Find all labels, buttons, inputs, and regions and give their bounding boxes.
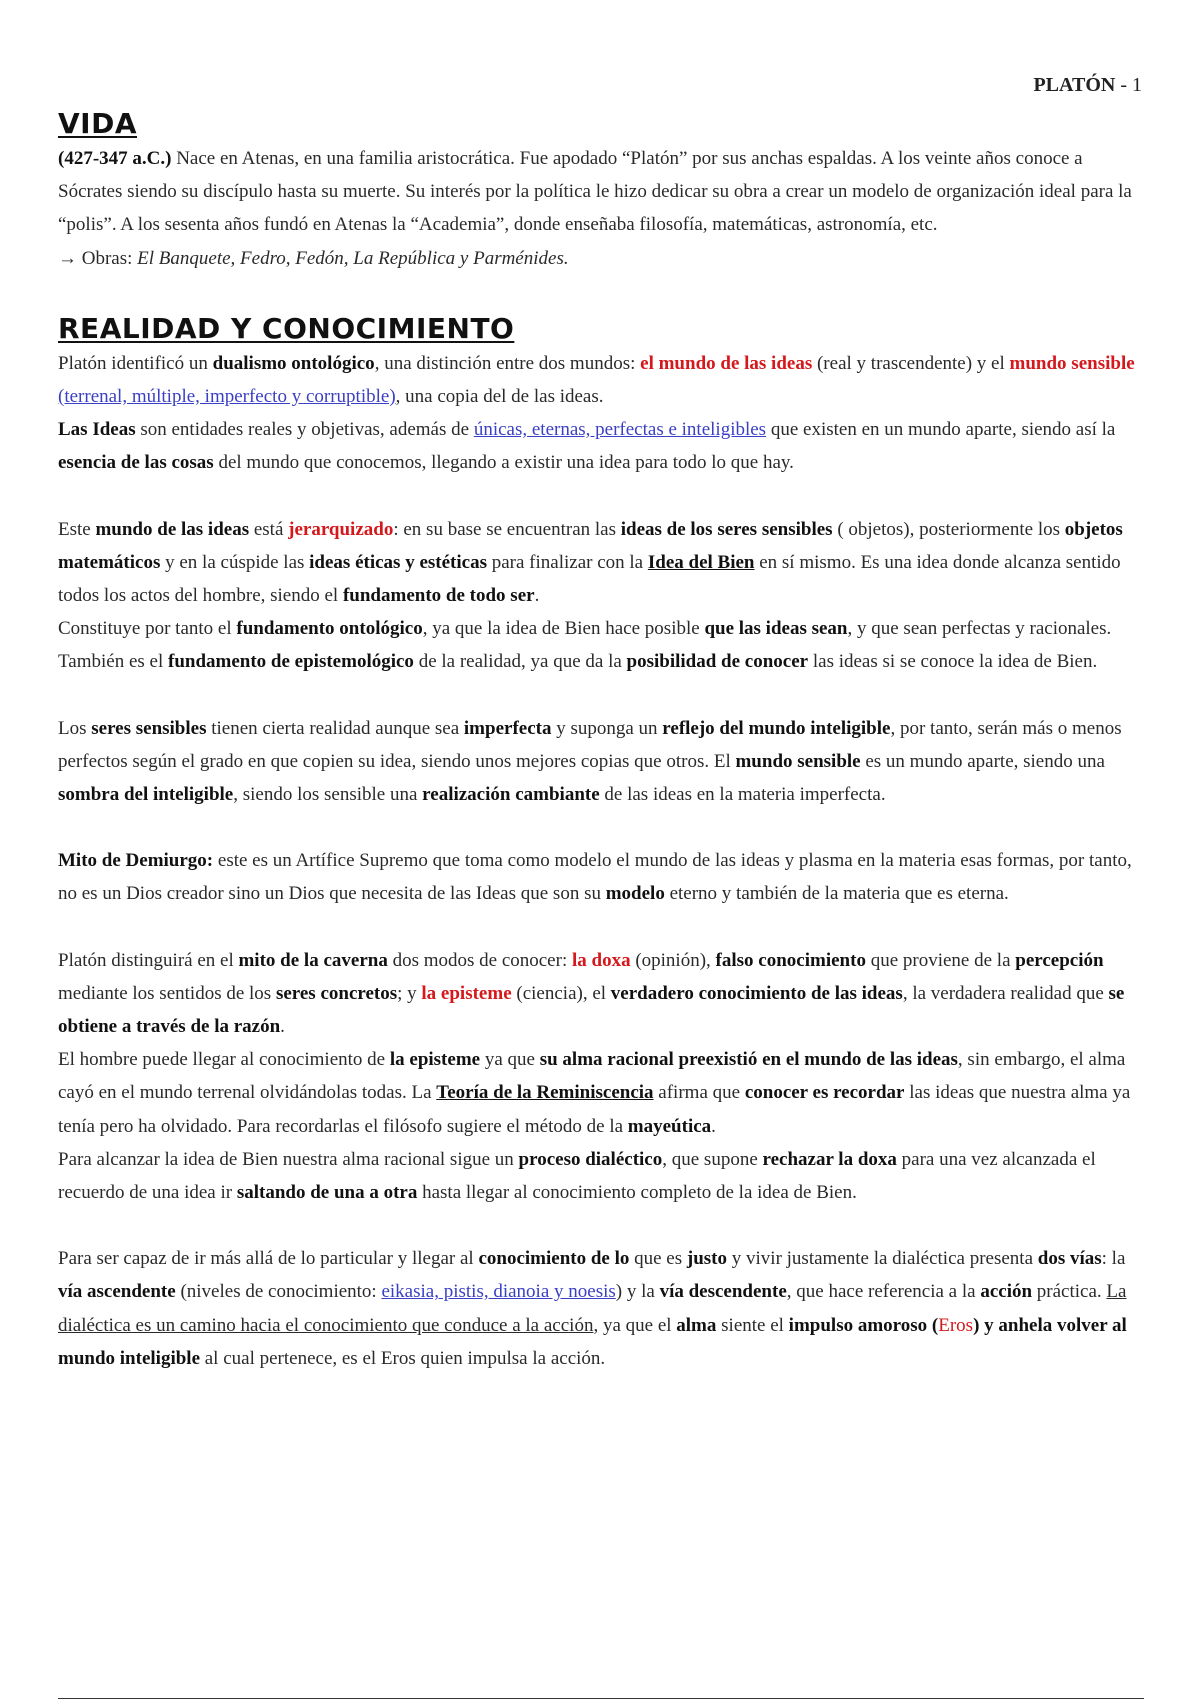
text-run: al cual pertenece, es el Eros quien impulsa la acción. <box>200 1347 606 1369</box>
text-run: este es un Artífice Supremo que toma como modelo el mundo de las ideas y plasma en la materia esas formas, por tanto, no es un Dios creador sino un Dios que necesita de las Ideas que son su <box>58 850 1132 905</box>
text-run: vía ascendente <box>58 1281 176 1303</box>
text-run: alma <box>676 1314 717 1336</box>
link-terrenal[interactable]: (terrenal, múltiple, imperfecto y corruptible) <box>58 386 396 408</box>
text-run: mayeútica <box>627 1115 712 1137</box>
paragraph-ideas <box>58 413 1144 479</box>
text-run: dualismo ontológico <box>212 352 375 374</box>
text-run: . <box>280 1016 285 1038</box>
text-run: para finalizar con la <box>486 551 648 573</box>
text-run: eterno y también de la materia que es eterna. <box>664 883 1009 905</box>
text-run: vía descendente <box>659 1281 787 1303</box>
text-run: impulso amoroso <box>788 1314 928 1336</box>
text-run: (427-347 a.C.) <box>58 148 172 169</box>
text-run: : en su base se encuentran las <box>393 518 621 540</box>
paragraph-demiurgo <box>58 844 1144 910</box>
text-run: fundamento ontológico <box>236 618 423 640</box>
text-run: su alma racional preexistió en el mundo de las ideas <box>539 1049 958 1071</box>
paragraph-vias <box>58 1242 1144 1375</box>
text-run: imperfecta <box>463 717 552 739</box>
text-run: , que supone <box>662 1148 763 1170</box>
text-run: del mundo que conocemos, llegando a existir una idea para todo lo que hay. <box>213 452 794 474</box>
text-run: acción <box>980 1281 1033 1303</box>
link-niveles[interactable]: eikasia, pistis, dianoia y noesis <box>381 1281 616 1303</box>
text-run: ya que <box>480 1049 540 1071</box>
section-heading-realidad: REALIDAD Y CONOCIMIENTO <box>58 311 515 345</box>
text-run: verdadero conocimiento de las ideas <box>610 982 903 1004</box>
text-run: que proviene de la <box>865 949 1016 971</box>
text-run: fundamento de todo ser <box>342 585 535 607</box>
text-run: está <box>249 518 289 540</box>
header-separator: - <box>1115 74 1132 96</box>
section-heading-vida: VIDA <box>58 107 137 140</box>
text-run: falso conocimiento <box>715 949 866 971</box>
text-run: , la verdadera realidad que <box>902 982 1109 1004</box>
text-run: y suponga un <box>551 717 663 739</box>
text-run: el mundo de las ideas <box>640 352 813 374</box>
text-run: conocer es recordar <box>744 1082 905 1104</box>
paragraph-dialectica <box>58 1143 1144 1209</box>
text-run: , que hace referencia a la <box>786 1281 981 1303</box>
text-run: dos vías <box>1037 1248 1102 1270</box>
text-run: modelo <box>605 883 665 905</box>
text-run: → Obras: <box>58 247 138 269</box>
text-run: Este <box>58 518 96 540</box>
text-run: El Banquete, Fedro, Fedón, La República y Parménides. <box>137 247 569 269</box>
text-run: mediante los sentidos de los <box>58 982 276 1004</box>
text-run: en sí mismo. Es una idea donde alcanza sentido todos los actos del hombre, siendo el <box>58 551 1121 607</box>
text-run: Idea del Bien <box>647 551 755 573</box>
text-run: práctica. <box>1032 1281 1107 1303</box>
text-run: seres sensibles <box>91 717 207 739</box>
text-run: esencia de las cosas <box>58 452 214 474</box>
text-run: (real y trascendente) y el <box>812 352 1010 374</box>
text-run: de la realidad, ya que da la <box>413 651 627 673</box>
text-run: ; y <box>397 982 422 1004</box>
header-title: PLATÓN <box>1033 74 1116 96</box>
text-run: se obtiene a través de la razón <box>58 982 1125 1038</box>
document-body <box>58 106 1144 1375</box>
text-run: posibilidad de conocer <box>626 651 809 673</box>
page-header <box>1033 74 1142 97</box>
paragraph-obras <box>58 242 1144 275</box>
text-run: y en la cúspide las <box>160 551 310 573</box>
text-run: ideas de los seres sensibles <box>620 518 833 540</box>
text-run: ( <box>927 1314 939 1336</box>
text-run: seres concretos <box>275 982 398 1004</box>
text-run: las ideas que nuestra alma ya tenía pero ha olvidado. Para recordarlas el filósofo sugiere el método de la <box>58 1082 1131 1137</box>
text-run: sombra del inteligible <box>58 784 234 806</box>
text-run: , siendo los sensible una <box>233 784 423 806</box>
footer-divider <box>58 1698 1144 1699</box>
text-run: que es <box>629 1248 687 1270</box>
text-run: que las ideas sean <box>704 618 848 640</box>
paragraph-seres-sensibles <box>58 712 1144 812</box>
text-run: objetos matemáticos <box>58 518 1123 573</box>
text-run: : la <box>1101 1248 1126 1270</box>
text-run: ideas éticas y estéticas <box>309 551 487 573</box>
text-run: mundo de las ideas <box>95 518 250 540</box>
text-run: Teoría de la Reminiscencia <box>436 1082 654 1104</box>
text-run: jerarquizado <box>288 518 394 540</box>
text-run: mito de la caverna <box>238 949 388 971</box>
text-run: las ideas si se conoce la idea de Bien. <box>808 651 1098 673</box>
paragraph-fundamento <box>58 612 1144 678</box>
paragraph-caverna <box>58 944 1144 1044</box>
text-run: , sin embargo, el alma cayó en el mundo terrenal olvidándolas todas. La <box>58 1049 1126 1104</box>
text-run: justo <box>686 1248 728 1270</box>
text-run: la doxa <box>571 949 631 971</box>
text-run: afirma que <box>653 1082 745 1104</box>
text-run: Eros <box>938 1314 974 1336</box>
text-run: para una vez alcanzada el recuerdo de una idea ir <box>58 1148 1096 1204</box>
text-run: hasta llegar al conocimiento completo de la idea de Bien. <box>417 1182 857 1204</box>
paragraph-dualismo <box>58 347 1144 413</box>
paragraph-reminiscencia <box>58 1043 1144 1143</box>
page-number: 1 <box>1132 74 1142 96</box>
text-run: reflejo del mundo inteligible <box>662 717 891 739</box>
text-run: Mito de Demiurgo: <box>58 850 214 872</box>
text-run: mundo sensible <box>735 750 861 772</box>
text-run: la episteme <box>421 982 512 1004</box>
text-run: proceso dialéctico <box>518 1148 663 1170</box>
paragraph-vida <box>58 142 1144 242</box>
text-run: (opinión), <box>630 949 716 971</box>
text-run: Nace en Atenas, en una familia aristocrática. Fue apodado “Platón” por sus anchas espaldas. A los veinte años conoce a Sócrates siendo su discípulo hasta su muerte. Su interés por la política le hizo dedicar su obra a crear un modelo de organización ideal para la “polis”. A los sesenta años fundó en Atenas la “Academia”, donde enseñaba filosofía, matemáticas, astronomía, etc. <box>58 148 1132 236</box>
text-run: Platón distinguirá en el <box>58 949 239 971</box>
text-run: . <box>534 585 540 607</box>
text-run: percepción <box>1015 949 1104 971</box>
text-run: . <box>711 1115 716 1137</box>
link-unicas[interactable]: únicas, eternas, perfectas e inteligibles <box>473 419 767 441</box>
text-run: conocimiento de lo <box>478 1248 630 1270</box>
text-run: anhela volver al mundo inteligible <box>58 1314 1127 1369</box>
text-run: Platón identificó un <box>58 352 213 374</box>
text-run: Los <box>58 717 92 739</box>
text-run: , una distinción entre dos mundos: <box>374 352 641 374</box>
text-run: de las ideas en la materia imperfecta. <box>599 784 886 806</box>
text-run: , ya que la idea de Bien hace posible <box>422 618 705 640</box>
text-run: son entidades reales y objetivas, además de <box>135 419 474 441</box>
text-run: , y que sean perfectas y racionales. También es el <box>58 618 1112 673</box>
text-run: dos modos de conocer: <box>387 949 572 971</box>
text-run: , una copia del de las ideas. <box>395 386 604 408</box>
paragraph-jerarquia <box>58 513 1144 613</box>
text-run: tienen cierta realidad aunque sea <box>206 717 464 739</box>
text-run: , por tanto, serán más o menos perfectos según el grado en que copien su idea, siendo unos mejores copias que otros. El <box>58 717 1122 772</box>
text-run: ) y la <box>615 1281 660 1303</box>
text-run: ) y <box>973 1314 999 1336</box>
text-run: (ciencia), el <box>511 982 611 1004</box>
text-run: El hombre puede llegar al conocimiento de <box>58 1049 390 1071</box>
text-run: Para ser capaz de ir más allá de lo particular y llegar al <box>58 1248 479 1270</box>
text-run: la episteme <box>389 1049 481 1071</box>
text-run: ( objetos), posteriormente los <box>832 518 1065 540</box>
text-run: , ya que el <box>593 1314 677 1336</box>
text-run: fundamento de epistemológico <box>168 651 414 673</box>
text-run: Para alcanzar la idea de Bien nuestra alma racional sigue un <box>58 1148 519 1170</box>
text-run: siente el <box>716 1314 789 1336</box>
text-run: rechazar la doxa <box>762 1148 897 1170</box>
text-run: (niveles de conocimiento: <box>175 1281 382 1303</box>
text-run: Constituye por tanto el <box>58 618 237 640</box>
text-run: saltando de una a otra <box>236 1182 418 1204</box>
text-run: realización cambiante <box>422 784 600 806</box>
text-run: mundo sensible <box>1009 352 1135 374</box>
text-run: es un mundo aparte, siendo una <box>860 750 1105 772</box>
text-run: La dialéctica es un camino hacia el conocimiento que conduce a la acción <box>58 1281 1127 1336</box>
text-run: que existen en un mundo aparte, siendo así la <box>766 419 1116 441</box>
text-run: y vivir justamente la dialéctica presenta <box>727 1248 1038 1270</box>
text-run: Las Ideas <box>58 419 136 441</box>
